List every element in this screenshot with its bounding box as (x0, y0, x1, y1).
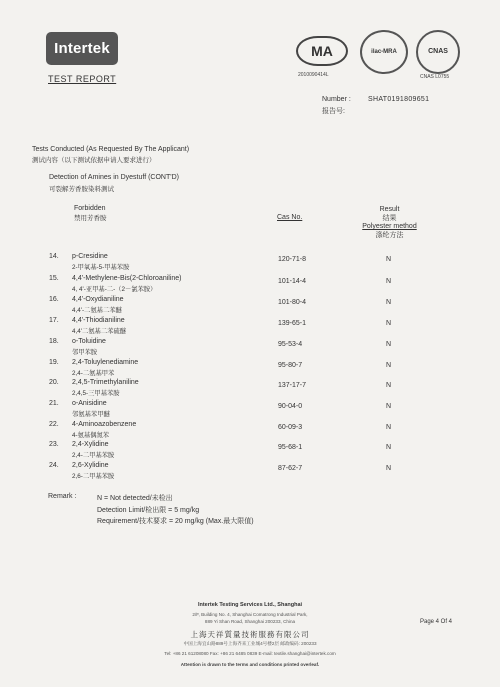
detection-title: Detection of Amines in Dyestuff (CONT'D) (49, 174, 179, 181)
cma-number: 2010090414L (298, 72, 329, 78)
result-value: N (386, 465, 392, 472)
cas-number: 87-62-7 (278, 465, 303, 472)
amine-name: 4,4'-Methylene-Bis(2-Chloroaniline) (72, 275, 182, 282)
amine-name-cn: 2,4,5-三甲基苯胺 (72, 389, 120, 397)
table-row (0, 421, 500, 443)
result-value: N (386, 444, 392, 451)
amine-name: 4,4'-Thiodianiline (72, 317, 125, 324)
result-label: Result (379, 206, 400, 213)
row-number: 17. (49, 317, 59, 324)
test-report-heading: TEST REPORT (48, 74, 117, 84)
table-row (0, 338, 500, 360)
row-number: 19. (49, 359, 59, 366)
amine-name: 2,4,5-Trimethylaniline (72, 379, 139, 386)
table-row (0, 400, 500, 422)
table-row (0, 379, 500, 401)
row-number: 21. (49, 400, 59, 407)
tests-conducted-title: Tests Conducted (As Requested By The Applicant) (32, 146, 190, 153)
cas-number: 120-71-8 (278, 256, 307, 263)
amine-name-cn: 2-甲氧基-5-甲基苯胺 (72, 263, 130, 271)
cas-number: 137-17-7 (278, 382, 307, 389)
table-row (0, 359, 500, 381)
row-number: 24. (49, 462, 59, 469)
column-header-forbidden-cn: 禁用芳香胺 (74, 215, 107, 222)
ilac-mra-logo: ilac-MRA (360, 30, 408, 74)
footer-address-line1: 2/F, Building No. 4, Shanghai Comatrong Industrial Park, (192, 612, 308, 617)
cas-number: 95-53-4 (278, 341, 303, 348)
tests-conducted-title-cn: 测试内容（以下测试依据申请人要求进行） (32, 157, 156, 164)
result-label-cn: 结果 (382, 214, 397, 222)
column-header-cas: Cas No. (277, 214, 303, 221)
cnas-logo: CNAS (416, 30, 460, 74)
detection-title-cn: 可裂解芳香胺染料测试 (49, 186, 114, 193)
footer-address-line2: 889 Yi Shan Road, Shanghai 200233, China (204, 619, 296, 624)
amine-name: 4,4'-Oxydianiline (72, 296, 124, 303)
result-value: N (386, 278, 392, 285)
amine-name: 2,4-Xylidine (72, 441, 109, 448)
result-method-cn: 涤纶方法 (375, 231, 404, 239)
amine-name-cn: 2,6-二甲基苯胺 (72, 472, 115, 480)
amine-name: o-Toluidine (72, 338, 106, 345)
intertek-logo: Intertek (46, 32, 118, 65)
amine-name: p-Cresidine (72, 253, 108, 260)
footer-contact: Tel: +86 21 61208080 Fax: +86 21 6485 0839 E-mail: textile.shanghai@intertek.com (164, 651, 336, 656)
footer-attention: Attention is drawn to the terms and conditions printed overleaf. (180, 662, 320, 667)
result-value: N (386, 382, 392, 389)
table-row (0, 296, 500, 318)
result-value: N (386, 403, 392, 410)
footer-company: Intertek Testing Services Ltd., Shanghai (197, 602, 303, 608)
page-number: Page 4 Of 4 (420, 619, 453, 625)
remark-label: Remark : (48, 493, 77, 500)
cnas-number: CNAS L0755 (420, 74, 450, 80)
amine-name: o-Anisidine (72, 400, 107, 407)
cas-number: 101-80-4 (278, 299, 307, 306)
amine-name: 2,4-Toluylenediamine (72, 359, 139, 366)
cas-number: 101-14-4 (278, 278, 307, 285)
footer-company-cn: 上海天祥質量技術服務有限公司 (190, 630, 310, 639)
row-number: 22. (49, 421, 59, 428)
row-number: 14. (49, 253, 59, 260)
row-number: 18. (49, 338, 59, 345)
amine-name-cn: 邻氨基苯甲醚 (72, 410, 110, 418)
cas-number: 90-04-0 (278, 403, 303, 410)
footer-address-cn: 中国上海宜山路889号上海齐来工业城4号楼2层 邮政编码: 200233 (183, 641, 317, 646)
amine-name-cn: 2,4-二甲基苯胺 (72, 451, 115, 459)
amine-name-cn: 邻甲苯胺 (72, 348, 98, 356)
report-number-label-cn: 报告号: (322, 108, 345, 115)
table-row (0, 441, 500, 463)
result-value: N (386, 320, 392, 327)
cas-number: 95-80-7 (278, 362, 303, 369)
amine-name-cn: 2,4-二氨基甲苯 (72, 369, 115, 377)
result-value: N (386, 362, 392, 369)
amine-name-cn: 4,4'-二氨基二苯醚 (72, 306, 122, 314)
accreditation-logos (296, 30, 466, 82)
report-number-value: SHAT0191809651 (368, 96, 430, 103)
column-header-result (342, 206, 437, 240)
row-number: 23. (49, 441, 59, 448)
row-number: 20. (49, 379, 59, 386)
amine-name-cn: 4,4'二氨基二苯硫醚 (72, 327, 127, 335)
amine-name-cn: 4, 4'-亚甲基-二-（2－氯苯胺） (72, 285, 157, 293)
cas-number: 139-65-1 (278, 320, 307, 327)
cma-logo: MA (296, 36, 348, 66)
result-value: N (386, 299, 392, 306)
table-row (0, 462, 500, 484)
remark-detection-limit: Detection Limit/检出限 = 5 mg/kg (97, 507, 200, 514)
result-value: N (386, 256, 392, 263)
amine-name: 4-Aminoazobenzene (72, 421, 137, 428)
cas-number: 95-68-1 (278, 444, 303, 451)
table-row (0, 317, 500, 339)
column-header-forbidden: Forbidden (74, 205, 106, 212)
result-value: N (386, 424, 392, 431)
result-method: Polyester method (362, 223, 417, 230)
amine-name-cn: 4-氨基偶氮苯 (72, 431, 110, 439)
row-number: 16. (49, 296, 59, 303)
result-value: N (386, 341, 392, 348)
remark-not-detected: N = Not detected/未检出 (97, 495, 173, 502)
cas-number: 60-09-3 (278, 424, 303, 431)
table-row (0, 275, 500, 297)
report-number-label: Number : (322, 96, 351, 103)
row-number: 15. (49, 275, 59, 282)
amine-name: 2,6-Xylidine (72, 462, 109, 469)
table-row (0, 253, 500, 275)
remark-requirement: Requirement/技术要求 = 20 mg/kg (Max.最大限值) (97, 518, 254, 525)
